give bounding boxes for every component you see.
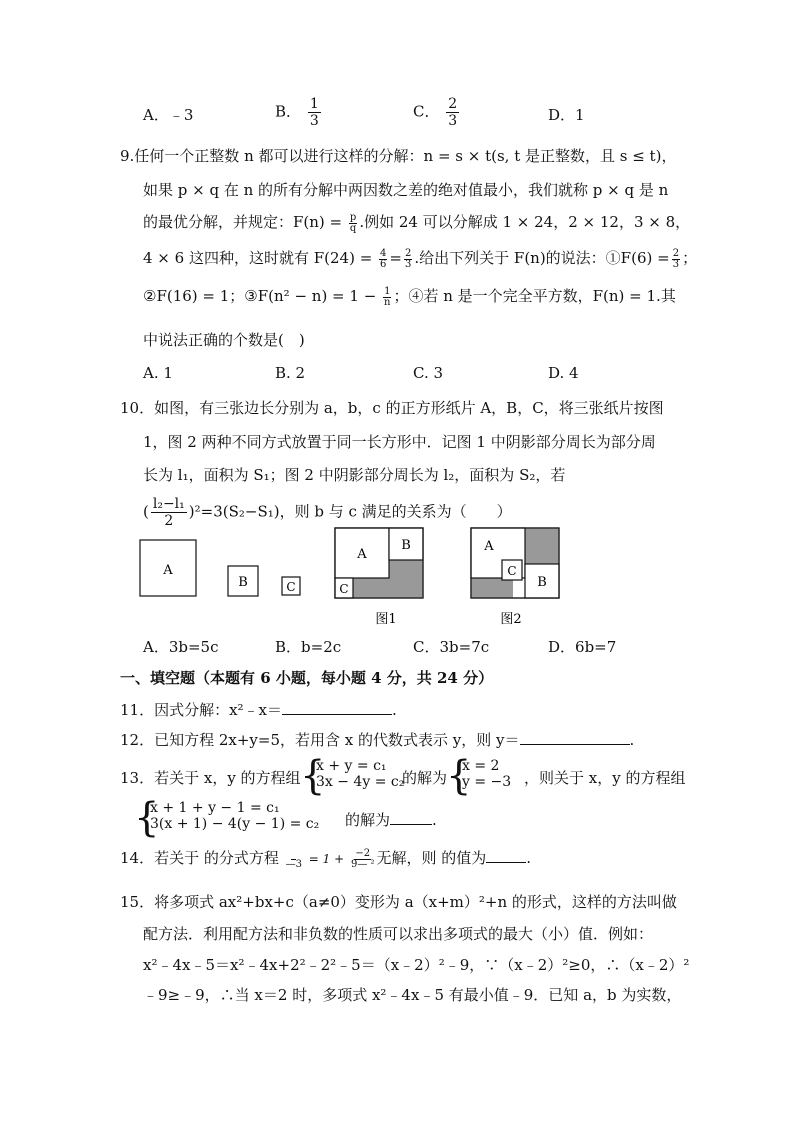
q13-brace-3: { <box>134 795 160 841</box>
q12-answer-blank <box>520 744 630 745</box>
q9-line-1: 9.任何一个正整数 n 都可以进行这样的分解：n = s × t(s, t 是正整数，且 s ≤ t)， <box>120 147 677 165</box>
q13-system-1: x + y = c₁ 3x − 4y = c₂ <box>316 758 405 790</box>
q13-suffix: ，则关于 x，y 的方程组 <box>524 769 686 787</box>
q9-line-5: ②F(16) = 1；③F(n² − n) = 1 − $\frac{1}{n}$ ；④若 n 是一个完全平方数，F(n) = 1.其 <box>143 285 676 308</box>
svg-text:B: B <box>401 538 411 553</box>
q9-line-2: 如果 p × q 在 n 的所有分解中两因数之差的绝对值最小，我们就称 p × q 是 n <box>143 181 669 199</box>
q9-option-d: D. 4 <box>548 364 579 382</box>
q13-brace-2: { <box>446 753 472 799</box>
q13-tail: 的解为 . <box>345 811 437 829</box>
q15-line-1: 15．将多项式 ax²+bx+c（a≠0）变形为 a（x+m）²+n 的形式，这样的方法叫做 <box>120 893 677 911</box>
q13-mid: 的解为 <box>402 769 448 787</box>
q10-option-c: C．3b=7c <box>413 638 490 656</box>
svg-text:A: A <box>484 539 494 554</box>
q15-line-2: 配方法．利用配方法和非负数的性质可以求出多项式的最大（小）值．例如： <box>143 925 654 943</box>
q10-option-b: B．b=2c <box>275 638 342 656</box>
q8-option-c: C． $\frac{2}{3}$ <box>413 96 458 129</box>
q9-option-b: B. 2 <box>275 364 306 382</box>
q13-prefix: 13．若关于 x，y 的方程组 <box>120 769 301 787</box>
q10-line-3: 长为 l₁，面积为 S₁；图 2 中阴影部分周长为 l₂，面积为 S₂，若 <box>143 466 566 484</box>
figure-1 <box>335 528 423 598</box>
q9-line-3: 的最优分解，并规定：F(n) = $\frac{p}{q}$ .例如 24 可以分解成 1 × 24，2 × 12，3 × 8， <box>143 211 691 234</box>
q8-option-b: B． $\frac{1}{3}$ <box>275 96 319 129</box>
q11-answer-blank <box>282 714 392 715</box>
square-a-label: A <box>163 563 173 578</box>
q14: 14．若关于 的分式方程 —3 = 1 + $\frac{-2}{\text{9— ²}}$ 无解，则 的值为 . <box>120 847 532 870</box>
svg-text:B: B <box>537 575 547 590</box>
q12: 12．已知方程 2x+y=5，若用含 x 的代数式表示 y，则 y＝ . <box>120 731 635 749</box>
q10-line-4: ( $\frac{\text{l₂−l₁}}{2}$ )²=3(S₂−S₁)，则 b 与 c 满足的关系为（ ） <box>143 496 512 529</box>
q13-system-2: x + 1 + y − 1 = c₁ 3(x + 1) − 4(y − 1) = c₂ <box>150 800 320 832</box>
q10-figures <box>130 520 590 630</box>
q15-line-3: x²﹣4x﹣5＝x²﹣4x+2²﹣2²﹣5＝（x﹣2）²﹣9，∵（x﹣2）²≥0，∴（x﹣2）² <box>143 956 690 974</box>
q9-option-c: C. 3 <box>413 364 444 382</box>
q9-option-a: A. 1 <box>143 364 173 382</box>
q14-answer-blank <box>486 862 526 863</box>
q8-option-d: D．1 <box>548 106 585 124</box>
q9-line-4: 4 × 6 这四种，这时就有 F(24) = $\frac{4}{6}$ = $\frac{2}{3}$ .给出下列关于 F(n)的说法：①F(6) = $\frac{2}{3}$ ； <box>143 247 698 270</box>
q8-option-a: A．﹣3 <box>143 106 194 124</box>
svg-text:C: C <box>507 564 517 578</box>
figure-2 <box>471 528 559 598</box>
q10-line-1: 10．如图，有三张边长分别为 a，b，c 的正方形纸片 A，B，C，将三张纸片按图 <box>120 399 664 417</box>
q15-line-4: ﹣9≥﹣9，∴当 x＝2 时，多项式 x²﹣4x﹣5 有最小值﹣9．已知 a，b 为实数， <box>143 986 682 1004</box>
svg-text:A: A <box>357 547 367 562</box>
section-title: 一、填空题（本题有 6 小题，每小题 4 分，共 24 分） <box>120 669 494 687</box>
figure-2-caption: 图2 <box>500 612 522 627</box>
figure-1-caption: 图1 <box>375 612 397 627</box>
q13-brace-1: { <box>300 753 326 799</box>
svg-text:C: C <box>339 582 349 596</box>
square-b-label: B <box>238 575 248 590</box>
q9-line-6: 中说法正确的个数是( ) <box>143 331 305 349</box>
q10-option-a: A．3b=5c <box>143 638 219 656</box>
q10-line-2: 1，图 2 两种不同方式放置于同一长方形中．记图 1 中阴影部分周长为部分周 <box>143 433 656 451</box>
square-c-label: C <box>286 580 296 594</box>
q11: 11．因式分解：x²﹣x＝ . <box>120 701 397 719</box>
q10-option-d: D．6b=7 <box>548 638 617 656</box>
q13-answer-blank <box>390 824 432 825</box>
q13-solution: x = 2 y = −3 <box>462 758 512 790</box>
